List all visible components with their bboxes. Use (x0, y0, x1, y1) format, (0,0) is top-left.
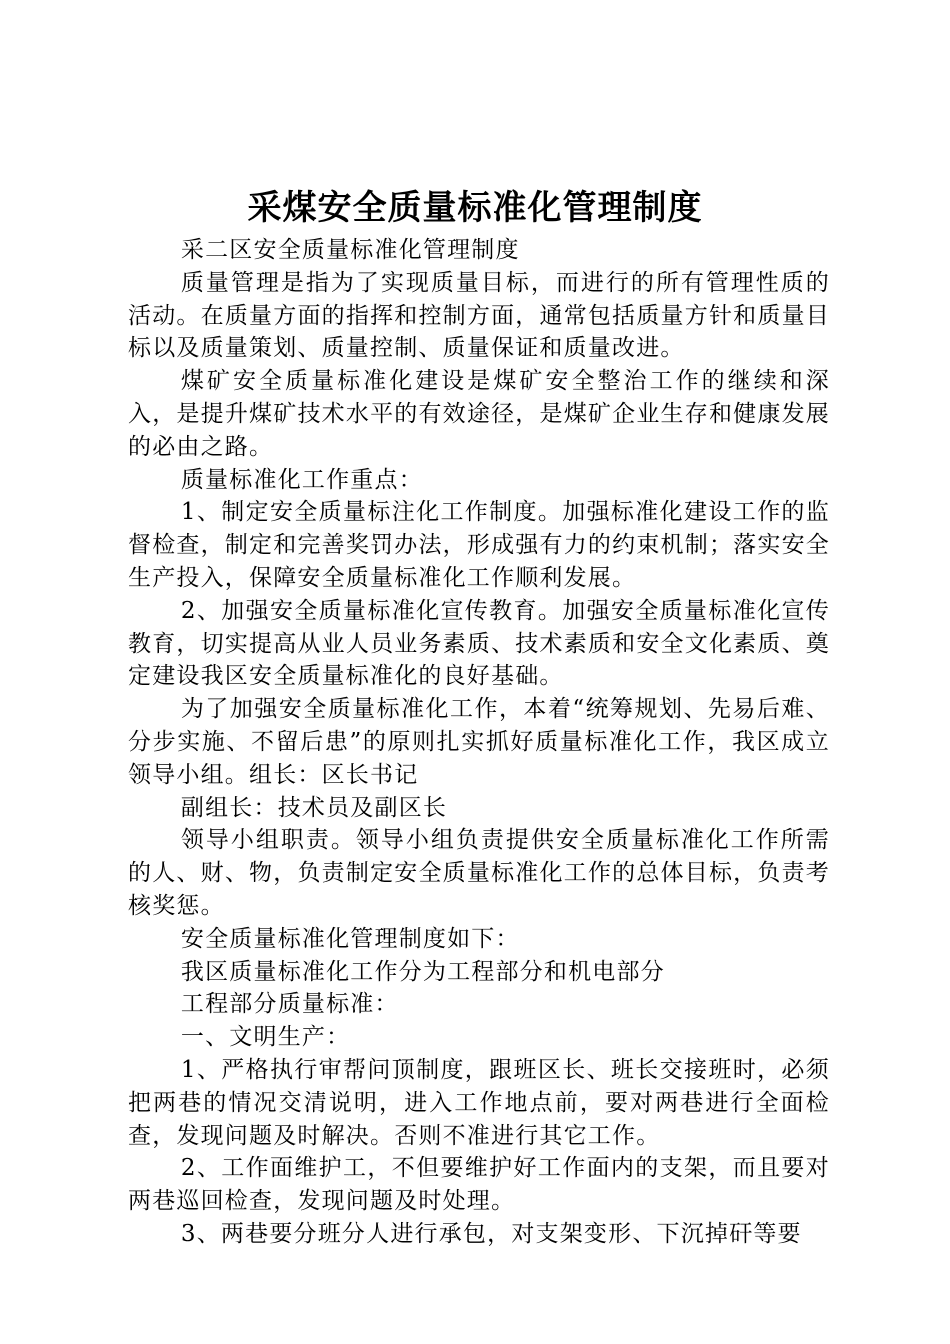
paragraph-work-division: 我区质量标准化工作分为工程部分和机电部分 (180, 958, 665, 985)
paragraph-subtitle: 采二区安全质量标准化管理制度 (180, 237, 520, 263)
paragraph-rule-3: 3、两巷要分班分人进行承包，对支架变形、下沉掉矸等要 (180, 1220, 802, 1247)
paragraph-deputy-leader: 副组长：技术员及副区长 (180, 794, 448, 821)
paragraph-key-point-1: 1、制定安全质量标注化工作制度。加强标准化建设工作的监督检查，制定和完善奖罚办法，形成强有力的约束机制；落实安全生产投入，保障安全质量标准化工作顺利发展。 (128, 499, 830, 591)
paragraph-rules-intro: 安全质量标准化管理制度如下： (180, 925, 520, 952)
document-title: 采煤安全质量标准化管理制度 (247, 188, 703, 228)
paragraph-rule-2: 2、工作面维护工，不但要维护好工作面内的支架，而且要对两巷巡回检查，发现问题及时处理。 (128, 1155, 830, 1215)
paragraph-key-point-2: 2、加强安全质量标准化宣传教育。加强安全质量标准化宣传教育，切实提高从业人员业务素质、技术素质和安全文化素质、奠定建设我区安全质量标准化的良好基础。 (128, 597, 830, 690)
paragraph-rule-1: 1、严格执行审帮问顶制度，跟班区长、班长交接班时，必须把两巷的情况交清说明，进入工作地点前，要对两巷进行全面检查，发现问题及时解决。否则不准进行其它工作。 (128, 1056, 830, 1149)
paragraph-civilized-production-heading: 一、文明生产： (180, 1024, 351, 1051)
paragraph-key-points-heading: 质量标准化工作重点： (180, 466, 423, 493)
paragraph-engineering-standards-heading: 工程部分质量标准： (180, 991, 399, 1018)
document-body (128, 234, 830, 1251)
paragraph-quality-management: 质量管理是指为了实现质量目标，而进行的所有管理性质的活动。在质量方面的指挥和控制方面，通常包括质量方针和质量目标以及质量策划、质量控制、质量保证和质量改进。 (128, 269, 830, 362)
paragraph-group-duties: 领导小组职责。领导小组负责提供安全质量标准化工作所需的人、财、物，负责制定安全质量标准化工作的总体目标，负责考核奖惩。 (128, 827, 830, 919)
paragraph-leadership-group: 为了加强安全质量标准化工作，本着“统筹规划、先易后难、分步实施、不留后患”的原则扎实抓好质量标准化工作，我区成立领导小组。组长：区长书记 (128, 696, 830, 788)
paragraph-standardization-construction: 煤矿安全质量标准化建设是煤矿安全整治工作的继续和深入，是提升煤矿技术水平的有效途径，是煤矿企业生存和健康发展的必由之路。 (128, 368, 830, 460)
